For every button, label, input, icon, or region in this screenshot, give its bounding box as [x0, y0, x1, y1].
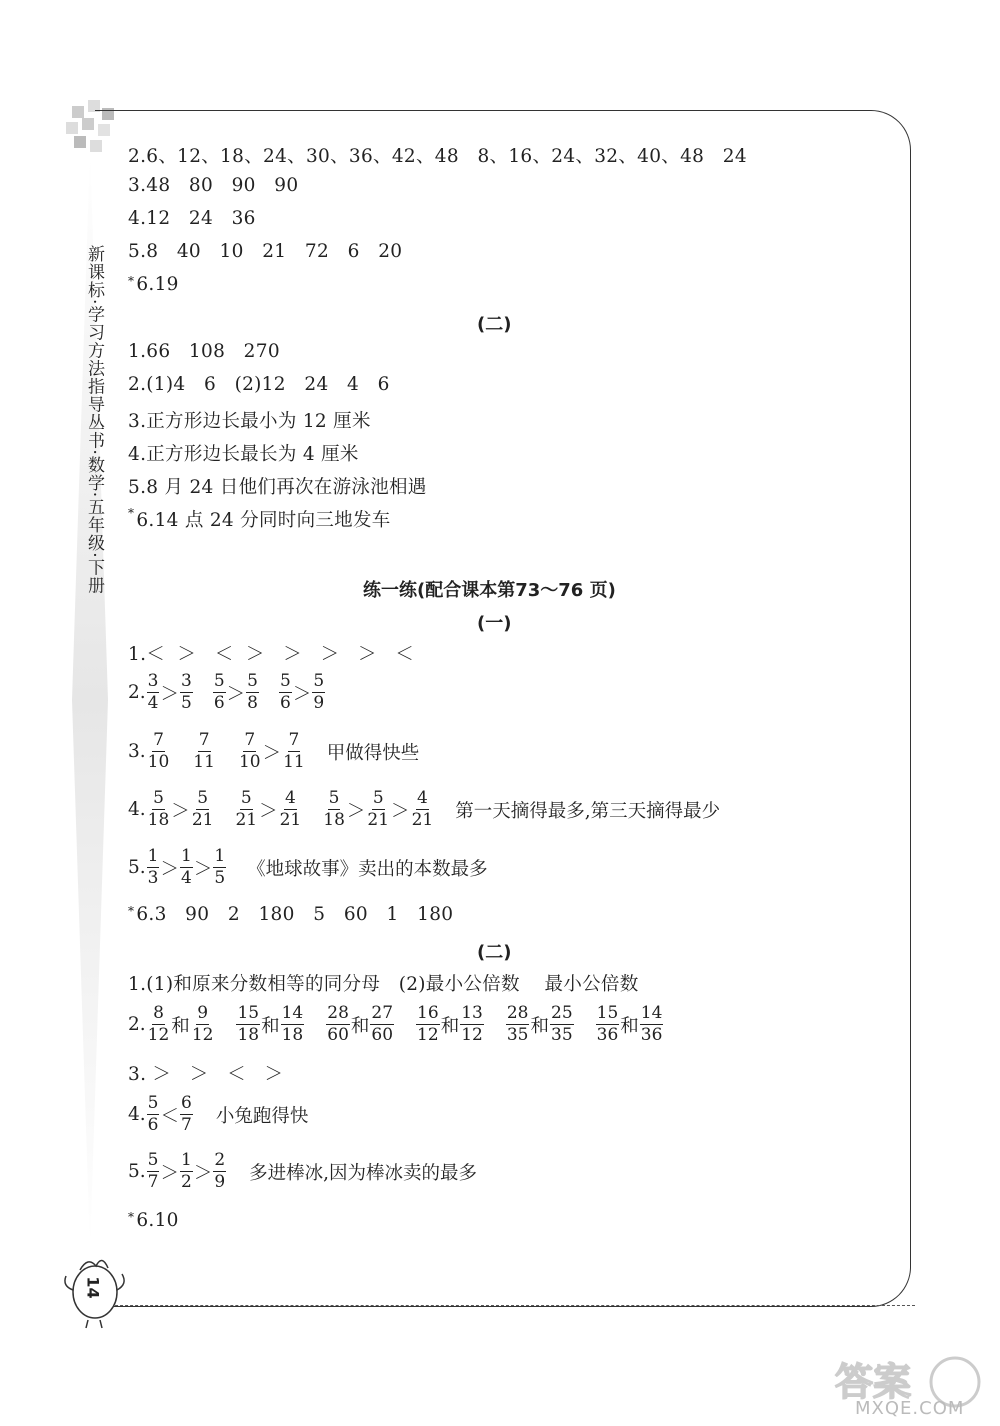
answer-line: 4.正方形边长最长为 4 厘米 — [128, 444, 359, 465]
answer-line: 2.(1)4 6 (2)12 24 4 6 — [128, 374, 390, 395]
fraction: $\frac{7}{11}$ — [193, 730, 215, 772]
spine-title: 新课标·学习方法指导丛书·数学·五年级·下册 — [84, 245, 104, 595]
fraction: $\frac{5}{21}$ — [367, 788, 390, 830]
fraction: $\frac{3}{4}$ — [147, 671, 159, 713]
section-title: 练一练(配合课本第73～76 页) — [363, 580, 616, 601]
watermark-url: MXQE.COM — [855, 1398, 965, 1419]
fraction: $\frac{1}{4}$ — [181, 846, 192, 888]
answer-line-fractions: 5. $\frac{1}{3}$ ＞ $\frac{1}{4}$ ＞ $\frac{1}{5}$ 《地球故事》卖出的本数最多 — [128, 846, 488, 888]
fraction: $\frac{8}{12}$ — [147, 1003, 170, 1045]
answer-line: 5.8 月 24 日他们再次在游泳池相遇 — [128, 477, 427, 498]
fraction: $\frac{7}{10}$ — [147, 730, 170, 772]
answer-line: 5.8 40 10 21 72 6 20 — [128, 241, 403, 262]
fraction: $\frac{14}{18}$ — [281, 1003, 304, 1045]
fraction: $\frac{5}{6}$ — [213, 671, 225, 713]
answer-line: 3.48 80 90 90 — [128, 175, 299, 196]
fraction: $\frac{27}{60}$ — [371, 1003, 394, 1045]
fraction: $\frac{5}{6}$ — [147, 1093, 159, 1135]
answer-line-fractions: 5. $\frac{5}{7}$ ＞ $\frac{1}{2}$ ＞ $\frac{2}{9}$ 多进棒冰,因为棒冰卖的最多 — [128, 1150, 478, 1192]
fraction: $\frac{7}{11}$ — [283, 730, 305, 772]
fraction: $\frac{5}{8}$ — [247, 671, 258, 713]
fraction: $\frac{7}{10}$ — [238, 730, 261, 772]
answer-line-fractions: 4. $\frac{5}{18}$ ＞ $\frac{5}{21}$ $\frac{5}{21}$ ＞ $\frac{4}{21}$ $\frac{5}{18}$ ＞ $\frac{5}{21}$ ＞ $\frac{4}{21}$ 第一天摘得最多,第三天摘得最少 — [128, 788, 721, 830]
fraction: $\frac{5}{7}$ — [147, 1150, 159, 1192]
answer-line: 2.6、12、18、24、30、36、42、48 8、16、24、32、40、48 24 — [128, 146, 747, 167]
fraction: $\frac{16}{12}$ — [417, 1003, 439, 1045]
fraction: $\frac{5}{21}$ — [235, 788, 258, 830]
answer-line: 1.66 108 270 — [128, 341, 280, 362]
answer-line-starred: * 6.19 — [128, 274, 179, 295]
fraction: $\frac{1}{2}$ — [181, 1150, 192, 1192]
fraction: $\frac{5}{9}$ — [313, 671, 325, 713]
fraction: $\frac{4}{21}$ — [411, 788, 434, 830]
fraction: $\frac{5}{6}$ — [280, 671, 291, 713]
fraction: $\frac{25}{35}$ — [551, 1003, 573, 1045]
answer-line: 1.＜ ＞ ＜ ＞ ＞ ＞ ＞ ＜ — [128, 644, 415, 665]
answer-line-fractions: 4. $\frac{5}{6}$ ＜ $\frac{6}{7}$ 小兔跑得快 — [128, 1093, 309, 1135]
fraction: $\frac{5}{18}$ — [147, 788, 170, 830]
fraction: $\frac{5}{21}$ — [191, 788, 214, 830]
fraction: $\frac{2}{9}$ — [214, 1150, 226, 1192]
fraction: $\frac{5}{18}$ — [323, 788, 345, 830]
answer-line: 3. ＞ ＞ ＜ ＞ — [128, 1064, 284, 1085]
page-number: 14 — [83, 1276, 103, 1299]
fraction: $\frac{4}{21}$ — [279, 788, 302, 830]
fraction: $\frac{28}{60}$ — [327, 1003, 349, 1045]
answer-line: 1.(1)和原来分数相等的同分母 (2)最小公倍数 最小公倍数 — [128, 974, 639, 995]
answer-line-starred: * 6.10 — [128, 1210, 179, 1231]
answer-line-fractions: 2. $\frac{8}{12}$ 和 $\frac{9}{12}$ $\frac{15}{18}$ 和 $\frac{14}{18}$ $\frac{28}{60}$ 和 $\frac{27}{60}$ $\frac{16}{12}$ 和 $\frac{13}{12}$ $\frac{28}{35}$ 和 $\frac{25}{35}$ $\frac{15}{36}$ 和 $\frac{14}{36}$ — [128, 1003, 663, 1045]
fraction: $\frac{6}{7}$ — [181, 1093, 192, 1135]
answer-line-fractions: 3. $\frac{7}{10}$ $\frac{7}{11}$ $\frac{7}{10}$ ＞ $\frac{7}{11}$ 甲做得快些 — [128, 730, 420, 772]
answer-line: 3.正方形边长最小为 12 厘米 — [128, 411, 371, 432]
fraction: $\frac{1}{5}$ — [214, 846, 226, 888]
section-subtitle: (二) — [477, 314, 512, 335]
answer-line-fractions: 2. $\frac{3}{4}$ ＞ $\frac{3}{5}$ $\frac{5}{6}$ ＞ $\frac{5}{8}$ $\frac{5}{6}$ ＞ $\frac{5}{9}$ — [128, 671, 325, 713]
answer-line-starred: * 6.3 90 2 180 5 60 1 180 — [128, 904, 454, 925]
svg-text:答案: 答案 — [835, 1360, 912, 1404]
fraction: $\frac{13}{12}$ — [461, 1003, 483, 1045]
fraction: $\frac{15}{36}$ — [596, 1003, 619, 1045]
section-subtitle: (二) — [477, 942, 512, 963]
section-subtitle: (一) — [477, 613, 512, 634]
fraction: $\frac{3}{5}$ — [181, 671, 192, 713]
bottom-divider — [95, 1305, 915, 1306]
answer-line: 4.12 24 36 — [128, 208, 256, 229]
fraction: $\frac{28}{35}$ — [506, 1003, 529, 1045]
fraction: $\frac{14}{36}$ — [640, 1003, 663, 1045]
fraction: $\frac{15}{18}$ — [237, 1003, 260, 1045]
answer-line-starred: * 6.14 点 24 分同时向三地发车 — [128, 506, 391, 531]
fraction: $\frac{9}{12}$ — [191, 1003, 214, 1045]
fraction: $\frac{1}{3}$ — [147, 846, 159, 888]
